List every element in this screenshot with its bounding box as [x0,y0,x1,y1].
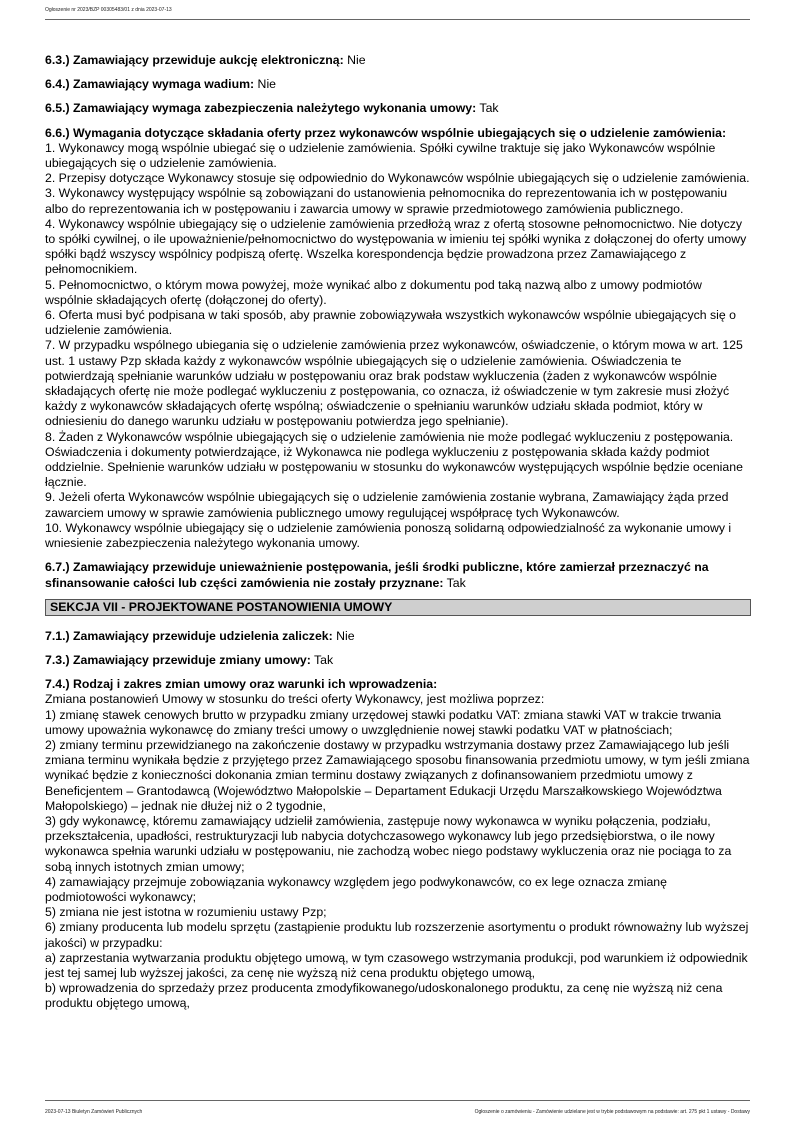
field-value: Nie [332,628,355,643]
list-item: 6) zmiany producenta lub modelu sprzętu (zastąpienie produktu lub rozszerzenie asortymentu o produkt równoważny lub wyższej jakości) w przypadku: [45,920,749,950]
field-label: 6.7.) Zamawiający przewiduje unieważnienie postępowania, jeśli środki publiczne, które zamierzał przeznaczyć na sfinansowanie całości lub części zamówienia nie zostały przyznane: [45,560,709,590]
page-header: Ogłoszenie nr 2023/BZP 00305483/01 z dnia 2023-07-13 [45,7,172,13]
field-value: Tak [443,575,466,590]
document-body [45,53,751,1021]
field-value: Tak [310,652,334,667]
list-item: 1. Wykonawcy mogą wspólnie ubiegać się o udzielenie zamówienia. Spółki cywilne traktuje się jako Wykonawców wspólnie ubiegających się o udzielenie zamówienia. [45,140,716,171]
field-6-4 [45,77,751,92]
list-item: 1) zmianę stawek cenowych brutto w przypadku zmiany urzędowej stawki podatku VAT: zmiana stawki VAT w trakcie trwania umowy upoważnia wykonawcę do zmiany treści umowy o uwzględnienie nowej stawki podatku VAT w płatnościach; [45,707,722,737]
field-label: 6.6.) Wymagania dotyczące składania oferty przez wykonawców wspólnie ubiegających się o udzielenie zamówienia: [45,125,727,140]
list-item: 2) zmiany terminu przewidzianego na zakończenie dostawy w przypadku wstrzymania dostawy przez Zamawiającego lub jeśli zmiana terminu wynikała będzie z przyjętego przez Zamawiającego sposobu finansowania przedmiotu umowy, w tym jeśli zmiana wynikać będzie z konieczności dokonania zmian terminu dostawy związanych z dofinansowaniem przedmiotu umowy z Beneficjentem – Grantodawcą (Województwo Małopolskie – Departament Edukacji Urzędu Marszałkowskiego Województwa Małopolskiego) – jednak nie dłużej niż o 2 tygodnie, [45,737,750,813]
field-label: 6.5.) Zamawiający wymaga zabezpieczenia należytego wykonania umowy: [45,101,477,116]
list-item: 7. W przypadku wspólnego ubiegania się o udzielenie zamówienia przez wykonawców, oświadczenie, o którym mowa w art. 125 ust. 1 ustawy Pzp składa każdy z wykonawców wspólnie ubiegających się o udzielenie zamówienia. Oświadczenia te potwierdzają spełnianie warunków udziału w postępowaniu oraz brak podstaw wykluczenia (żaden z wykonawców wspólnie składających ofertę nie może podlegać wykluczeniu z postępowania, co oznacza, iż oświadczenie w tym zakresie musi złożyć każdy z wykonawców składających ofertę wspólną; oświadczenie o spełnianiu warunków udziału składa podmiot, który w odniesieniu do danego warunku udziału w postępowaniu potwierdza jego spełnianie). [45,338,743,429]
field-7-4 [45,677,751,1011]
list-item: 5. Pełnomocnictwo, o którym mowa powyżej, może wynikać albo z dokumentu pod taką nazwą albo z umowy podmiotów wspólnie składających ofertę (dołączonej do oferty). [45,277,702,307]
field-6-5 [45,101,751,116]
field-7-1 [45,629,751,644]
section-heading: SEKCJA VII - PROJEKTOWANE POSTANOWIENIA UMOWY [45,599,751,616]
list-item: 5) zmiana nie jest istotna w rozumieniu ustawy Pzp; [45,905,327,920]
list-item: 4) zamawiający przejmuje zobowiązania wykonawcy względem jego podwykonawców, co ex lege oznacza zmianę podmiotowości wykonawcy; [45,874,667,904]
list-item: 6. Oferta musi być podpisana w taki sposób, aby prawnie zobowiązywała wszystkich wykonawców wspólnie ubiegających się o udzielenie zamówienia. [45,308,737,338]
field-label: 7.4.) Rodzaj i zakres zmian umowy oraz warunki ich wprowadzenia: [45,677,438,692]
list-item: Zmiana postanowień Umowy w stosunku do treści oferty Wykonawcy, jest możliwa poprzez: [45,692,545,707]
field-6-6 [45,126,751,552]
field-label: 6.3.) Zamawiający przewiduje aukcję elektroniczną: [45,53,344,67]
field-label: 7.3.) Zamawiający przewiduje zmiany umowy: [45,652,311,667]
list-item: 9. Jeżeli oferta Wykonawców wspólnie ubiegających się o udzielenie zamówienia zostanie wybrana, Zamawiający żąda przed zawarciem umowy w sprawie zamówienia publicznego umowy regulującej współpracę tych Wykonawców. [45,490,729,520]
field-label: 6.4.) Zamawiający wymaga wadium: [45,77,255,92]
list-item: 3) gdy wykonawcę, któremu zamawiający udzielił zamówienia, zastępuje nowy wykonawca w wyniku połączenia, podziału, przekształcenia, upadłości, restrukturyzacji lub nabycia dotychczasowego wykonawcy lub jego przedsiębiorstwa, o ile nowy wykonawca spełnia warunki udziału w postępowaniu, nie zachodzą wobec niego podstawy wykluczenia oraz nie pociąga to za sobą innych istotnych zmian umowy; [45,813,732,874]
list-item: 8. Żaden z Wykonawców wspólnie ubiegających się o udzielenie zamówienia nie może podlegać wykluczeniu z postępowania. Oświadczenia i dokumenty potwierdzające, iż Wykonawca nie podlega wykluczeniu z postępowania składa każdy podmiot oddzielnie. Spełnienie warunków udziału w postępowaniu w stosunku do wykonawców występujących wspólnie będzie oceniane łącznie. [45,429,743,490]
header-divider [45,19,750,20]
footer-left: 2023-07-13 Biuletyn Zamówień Publicznych [45,1109,143,1115]
footer-divider [45,1100,750,1101]
list-item: 4. Wykonawcy wspólnie ubiegający się o udzielenie zamówienia przedłożą wraz z ofertą stosowne pełnomocnictwo. Nie dotyczy to spółki cywilnej, o ile upoważnienie/pełnomocnictwo do występowania w imieniu tej spółki wynika z dołączonej do oferty umowy spółki bądź wszyscy wspólnicy podpiszą ofertę. Wszelka korespondencja będzie prowadzona przez Zamawiającego z pełnomocnikiem. [45,216,747,277]
footer-right: Ogłoszenie o zamówieniu - Zamówienie udzielane jest w trybie podstawowym na podstawie: art. 275 pkt 1 ustawy - Dostawy [474,1109,750,1115]
field-value: Tak [476,101,499,116]
list-item: 10. Wykonawcy wspólnie ubiegający się o udzielenie zamówienia ponoszą solidarną odpowiedzialność za wykonanie umowy i wniesienie zabezpieczenia należytego wykonania umowy. [45,520,732,551]
field-label: 7.1.) Zamawiający przewiduje udzielenia zaliczek: [45,628,333,643]
field-6-3 [45,53,751,68]
field-6-7 [45,560,751,590]
list-item: 3. Wykonawcy występujący wspólnie są zobowiązani do ustanowienia pełnomocnika do reprezentowania ich w postępowaniu albo do reprezentowania ich w postępowaniu i zawarcia umowy w sprawie przedmiotowego zamówienia publicznego. [45,186,728,216]
field-value: Nie [254,77,277,92]
list-item: 2. Przepisy dotyczące Wykonawcy stosuje się odpowiednio do Wykonawców wspólnie ubiegających się o udzielenie zamówienia. [45,171,750,186]
list-item: b) wprowadzenia do sprzedaży przez producenta zmodyfikowanego/udoskonalonego produktu, za cenę nie wyższą niż cena produktu objętego umową, [45,981,723,1011]
field-7-3 [45,653,751,668]
field-value: Nie [343,53,366,67]
list-item: a) zaprzestania wytwarzania produktu objętego umową, w tym czasowego wstrzymania produkcji, pod warunkiem iż odpowiednik jest tej samej lub wyższej jakości, za cenę nie wyższą niż cena produktu objętego umową, [45,950,748,980]
